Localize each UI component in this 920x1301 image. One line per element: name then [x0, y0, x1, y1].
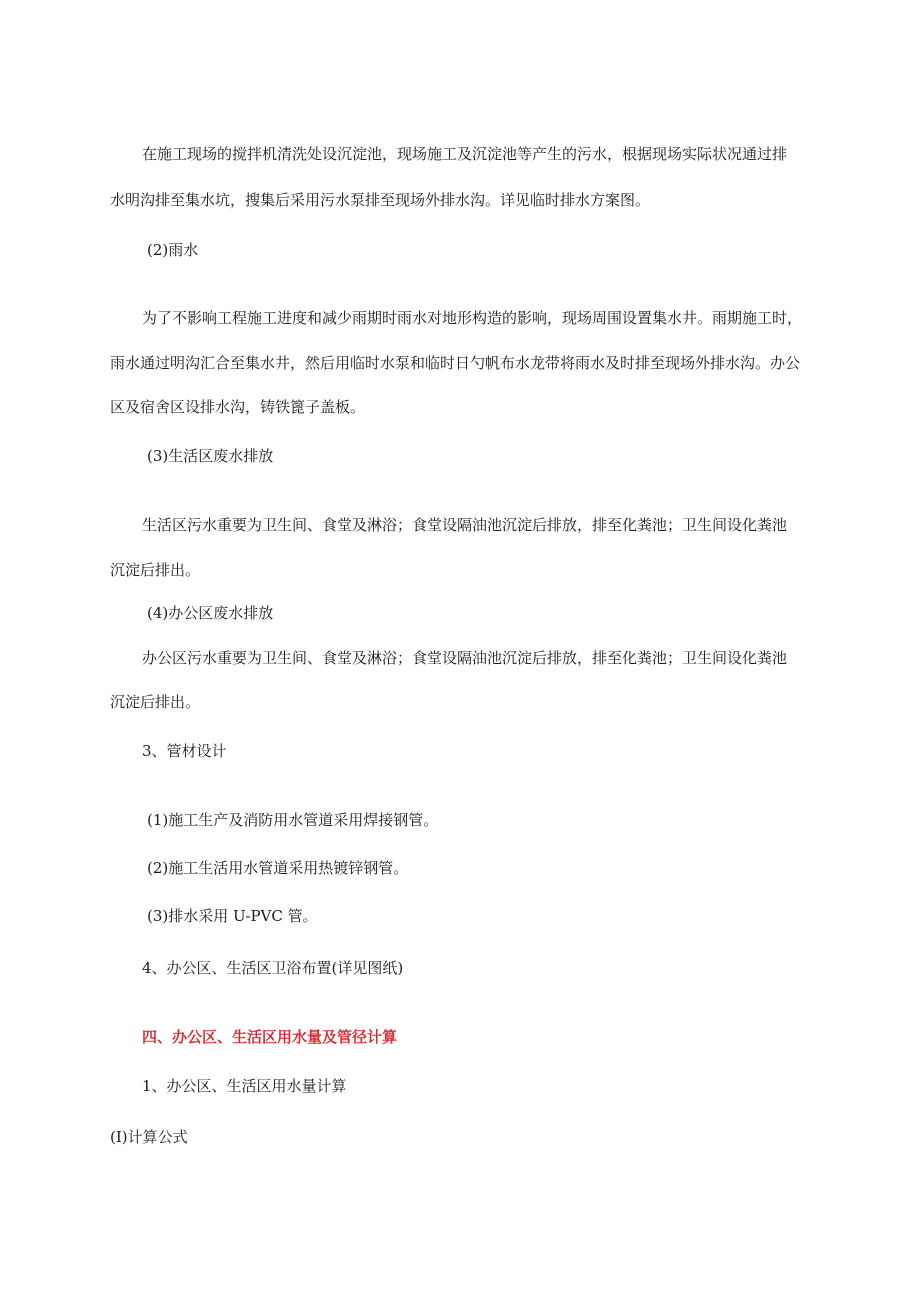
heading-water-calculation: 1、办公区、生活区用水量计算	[142, 1077, 347, 1095]
pipe-item: (3)排水采用 U-PVC 管。	[147, 907, 318, 925]
heading-living-wastewater: (3)生活区废水排放	[147, 447, 274, 465]
pipe-item: (2)施工生活用水管道采用热镀锌钢管。	[147, 859, 409, 877]
heading-formula: (I)计算公式	[110, 1128, 188, 1146]
paragraph-rain-line-3: 区及宿舍区设排水沟，铸铁篦子盖板。	[110, 398, 366, 416]
paragraph-office-line-1: 办公区污水重要为卫生间、食堂及淋浴；食堂设隔油池沉淀后排放，排至化粪池；卫生间设化粪池	[142, 649, 788, 667]
paragraph-office-line-2: 沉淀后排出。	[110, 693, 201, 711]
heading-sanitary-layout: 4、办公区、生活区卫浴布置(详见图纸)	[142, 959, 404, 977]
pipe-item: (1)施工生产及消防用水管道采用焊接钢管。	[147, 811, 439, 829]
heading-office-wastewater: (4)办公区废水排放	[147, 604, 274, 622]
heading-rainwater: (2)雨水	[147, 241, 199, 259]
paragraph-living-line-2: 沉淀后排出。	[110, 561, 201, 579]
paragraph-sewage-line-1: 在施工现场的搅拌机清洗处设沉淀池，现场施工及沉淀池等产生的污水，根据现场实际状况通过排	[142, 145, 788, 163]
paragraph-rain-line-1: 为了不影响工程施工进度和减少雨期时雨水对地形构造的影响，现场周围设置集水井。雨期施工时，	[142, 309, 803, 327]
heading-pipe-design: 3、管材设计	[142, 742, 227, 760]
paragraph-living-line-1: 生活区污水重要为卫生间、食堂及淋浴；食堂设隔油池沉淀后排放，排至化粪池；卫生间设化粪池	[142, 516, 788, 534]
paragraph-rain-line-2: 雨水通过明沟汇合至集水井，然后用临时水泵和临时日勺帆布水龙带将雨水及时排至现场外排水沟。办公	[110, 354, 801, 372]
paragraph-sewage-line-2: 水明沟排至集水坑，搜集后采用污水泵排至现场外排水沟。详见临时排水方案图。	[110, 191, 651, 209]
section-title: 四、办公区、生活区用水量及管径计算	[142, 1028, 398, 1046]
